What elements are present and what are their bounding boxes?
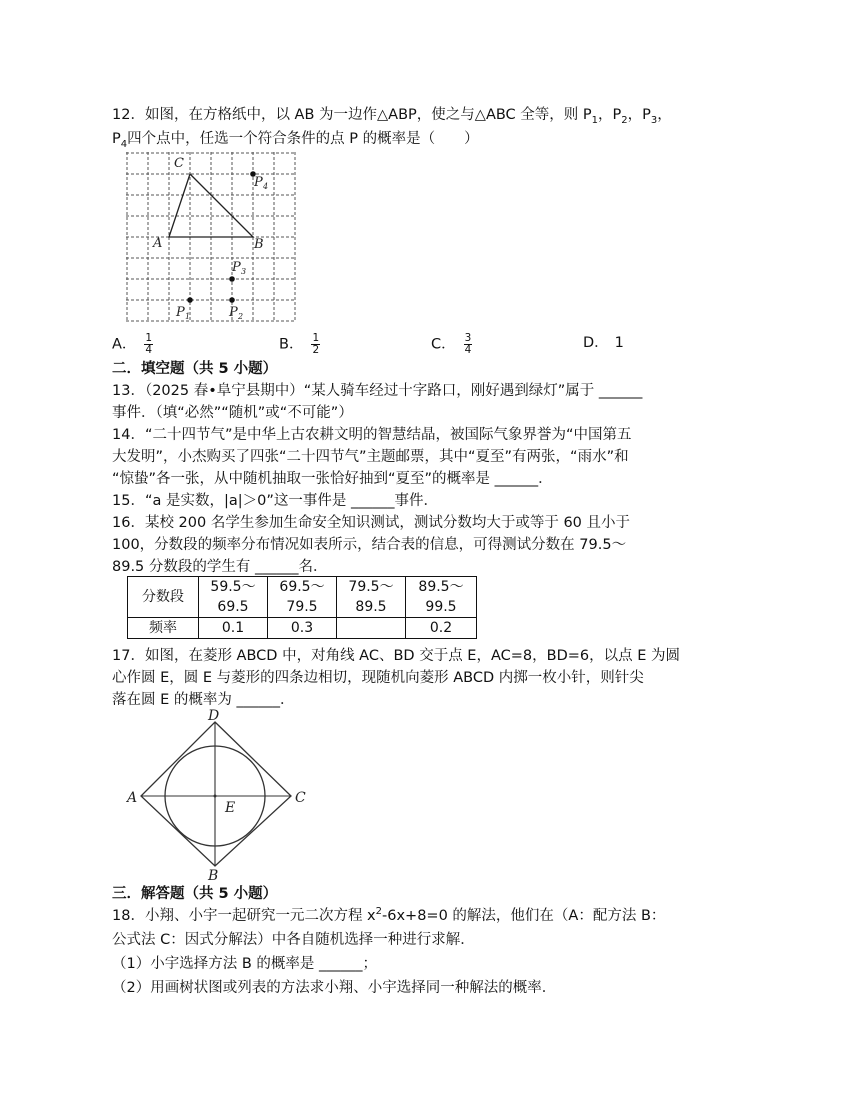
table-cell-value: 0.3	[268, 618, 337, 639]
q16-line2: 100，分数段的频率分布情况如表所示，结合表的信息，可得测试分数在 79.5～	[112, 537, 627, 553]
table-row	[128, 577, 477, 618]
svg-text:4: 4	[263, 182, 269, 191]
frequency-table	[127, 576, 477, 639]
q17-line3: 落在圆 E 的概率为 ______．	[112, 692, 295, 708]
q12-option-a: A． $\frac{1}{4}$	[112, 332, 153, 356]
q12-grid-figure	[126, 152, 298, 322]
svg-text:P: P	[232, 260, 241, 275]
q17-line1: 17．如图，在菱形 ABCD 中，对角线 AC、BD 交于点 E，AC=8，BD=6，以点 E 为圆	[112, 648, 680, 664]
q12-line2: $P_4$四个点中，任选一个符合条件的点 P 的概率是（ ）	[112, 131, 479, 150]
svg-text:A: A	[127, 790, 138, 806]
svg-text:1: 1	[185, 312, 191, 321]
table-cell-range: 59.5～ 69.5	[199, 577, 268, 618]
table-cell-range: 89.5～ 99.5	[406, 577, 477, 618]
q16-line1: 16．某校 200 名学生参加生命安全知识测试，测试分数均大于或等于 60 且小于	[112, 515, 631, 531]
q17-line2: 心作圆 E，圆 E 与菱形的四条边相切，现随机向菱形 ABCD 内掷一枚小针，则针尖	[112, 670, 644, 686]
table-cell-value	[337, 618, 406, 639]
svg-text:E: E	[225, 800, 236, 816]
q18-line2: 公式法 C：因式分解法）中各自随机选择一种进行求解．	[112, 932, 475, 948]
svg-text:B: B	[254, 237, 264, 252]
svg-text:3: 3	[241, 267, 247, 276]
q13-line1: 13．（2025 春•阜宁县期中）“某人骑车经过十字路口，刚好遇到绿灯”属于 ______	[112, 383, 643, 399]
point-p3	[229, 276, 235, 282]
section-heading-answer: 三．解答题（共 5 小题）	[112, 886, 278, 902]
svg-text:2: 2	[238, 312, 244, 321]
svg-text:A: A	[153, 236, 163, 251]
section-heading-fill-in: 二．填空题（共 5 小题）	[112, 361, 278, 377]
table-cell-value: 0.1	[199, 618, 268, 639]
q17-rhombus-figure	[124, 706, 324, 882]
q12-option-c: C． $\frac{3}{4}$	[431, 332, 472, 356]
q14-line2: 大发明”，小杰购买了四张“二十四节气”主题邮票，其中“夏至”有两张，“雨水”和	[112, 449, 629, 465]
table-cell-value: 0.2	[406, 618, 477, 639]
q12-option-d: D． 1	[583, 335, 624, 351]
svg-text:P: P	[254, 175, 263, 190]
q16-line3: 89.5 分数段的学生有 ______名．	[112, 559, 328, 575]
q18-subquestion-2: （2）用画树状图或列表的方法求小翔、小宇选择同一种解法的概率．	[112, 980, 557, 996]
table-row-label: 频率	[128, 618, 199, 639]
q14-line1: 14．“二十四节气”是中华上古农耕文明的智慧结晶，被国际气象界誉为“中国第五	[112, 427, 632, 443]
svg-text:P: P	[229, 305, 238, 320]
svg-text:C: C	[174, 156, 184, 171]
q13-line2: 事件．（填“必然”“随机”或“不可能”）	[112, 405, 353, 421]
table-header-label: 分数段	[128, 577, 199, 618]
table-cell-range: 79.5～ 89.5	[337, 577, 406, 618]
q12-option-b: B． $\frac{1}{2}$	[279, 332, 320, 356]
point-p1	[187, 297, 193, 303]
svg-text:D: D	[208, 708, 220, 724]
q12-line1: 12．如图，在方格纸中，以 AB 为一边作△ABP，使之与△ABC 全等，则 $P_1$，$P_2$，$P_3$，	[112, 107, 672, 126]
q14-line3: “惊蛰”各一张，从中随机抽取一张恰好抽到“夏至”的概率是 ______．	[112, 471, 553, 487]
point-p2	[229, 297, 235, 303]
q15-line1: 15．“a 是实数，|a|＞0”这一事件是 ______事件．	[112, 493, 438, 509]
q18-subquestion-1: （1）小宇选择方法 B 的概率是 ______；	[112, 956, 377, 972]
svg-text:P: P	[176, 305, 185, 320]
svg-text:B: B	[208, 868, 219, 882]
table-row	[128, 618, 477, 639]
rhombus-abcd	[141, 722, 291, 866]
q18-line1: 18．小翔、小宇一起研究一元二次方程 $x^2-6x+8=0$ 的解法，他们在（A：配方法 B：	[112, 906, 666, 924]
table-cell-range: 69.5～ 79.5	[268, 577, 337, 618]
svg-text:C: C	[295, 790, 306, 806]
